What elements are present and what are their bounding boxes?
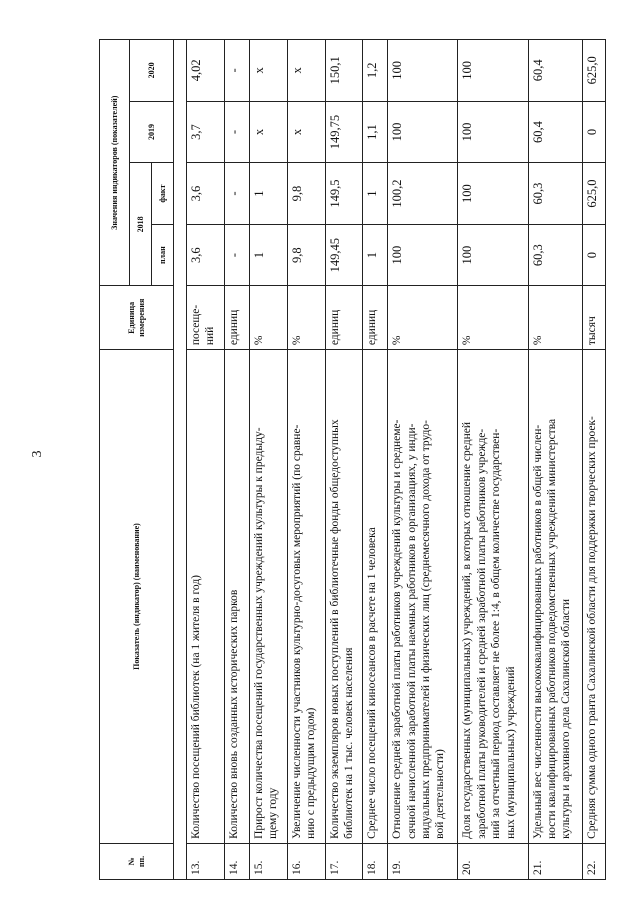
header-unit: Единица измерения [100, 286, 174, 350]
value-2020: 1,2 [363, 40, 388, 102]
value-2018-plan: 1 [363, 224, 388, 286]
row-number: 20. [458, 843, 528, 879]
value-2019: х [249, 101, 287, 163]
unit-of-measure: % [458, 286, 528, 350]
table-row [325, 40, 363, 880]
table-row [187, 40, 225, 880]
table-row [582, 40, 605, 880]
value-2018-plan: 0 [582, 224, 605, 286]
table-row [287, 40, 325, 880]
unit-of-measure: % [287, 286, 325, 350]
unit-of-measure: единиц [325, 286, 363, 350]
unit-of-measure: % [528, 286, 582, 350]
header-fact: факт [152, 163, 174, 225]
row-number: 16. [287, 843, 325, 879]
value-2018-fact: 3,6 [187, 163, 225, 225]
header-year-2018: 2018 [130, 163, 152, 286]
indicator-name: Средняя сумма одного гранта Сахалинской области для поддержки творческих проек- [582, 350, 605, 844]
header-plan: план [152, 224, 174, 286]
row-number: 18. [363, 843, 388, 879]
table-row [458, 40, 528, 880]
value-2019: 60,4 [528, 101, 582, 163]
value-2018-plan: 3,6 [187, 224, 225, 286]
row-number: 22. [582, 843, 605, 879]
value-2019: 149,75 [325, 101, 363, 163]
value-2018-fact: - [224, 163, 249, 225]
value-2019: 100 [388, 101, 458, 163]
table-row [388, 40, 458, 880]
indicator-name: Увеличение численности участников культурно-досуговых мероприятий (по сравне- нию с предыдущим годом) [287, 350, 325, 844]
value-2019: 3,7 [187, 101, 225, 163]
header-year-2020: 2020 [130, 40, 174, 102]
value-2018-fact: 9,8 [287, 163, 325, 225]
value-2018-plan: 9,8 [287, 224, 325, 286]
indicator-name: Среднее число посещений киносеансов в расчете на 1 человека [363, 350, 388, 844]
value-2018-plan: 100 [458, 224, 528, 286]
row-number: 19. [388, 843, 458, 879]
value-2018-plan: 1 [249, 224, 287, 286]
rotated-table-container [99, 39, 606, 880]
value-2020: 100 [388, 40, 458, 102]
value-2020: 150,1 [325, 40, 363, 102]
table-row [363, 40, 388, 880]
value-2018-fact: 60,3 [528, 163, 582, 225]
value-2020: х [249, 40, 287, 102]
row-number: 13. [187, 843, 225, 879]
header-num: № пп. [100, 843, 174, 879]
value-2020: 4,02 [187, 40, 225, 102]
header-values: Значения индикаторов (показателей) [100, 40, 130, 286]
indicator-name: Прирост количества посещений государственных учреждений культуры к предыду- щему году [249, 350, 287, 844]
indicator-name: Количество посещений библиотек (на 1 жителя в год) [187, 350, 225, 844]
row-number: 17. [325, 843, 363, 879]
value-2018-fact: 1 [363, 163, 388, 225]
value-2020: х [287, 40, 325, 102]
row-number: 14. [224, 843, 249, 879]
value-2019: 0 [582, 101, 605, 163]
row-number: 15. [249, 843, 287, 879]
indicator-name: Отношение средней заработной платы работников учреждений культуры и среднеме- сячной начисленной заработной платы наемных работников в организациях, у инди- видуальных предпринимателей и физических лиц (среднемесячного дохода от трудо- вой деятельности) [388, 350, 458, 844]
value-2020: 625,0 [582, 40, 605, 102]
unit-of-measure: посеще- ний [187, 286, 225, 350]
value-2019: - [224, 101, 249, 163]
indicators-table [99, 39, 606, 880]
header-year-2019: 2019 [130, 101, 174, 163]
indicator-name: Доля государственных (муниципальных) учреждений, в которых отношение средней заработной платы руководителей и средней заработной платы работников учрежде- ний за отчетный период составляет не более 1:4, в общем количестве государствен- ных (муниципальных) учреждений [458, 350, 528, 844]
value-2020: 60,4 [528, 40, 582, 102]
unit-of-measure: % [249, 286, 287, 350]
value-2019: 1,1 [363, 101, 388, 163]
row-number: 21. [528, 843, 582, 879]
indicator-name: Удельный вес численности высококвалифицированных работников в общей числен- ности квалифицированных работников подведомственных учреждений министерства культуры и архивного дела Сахалинской области [528, 350, 582, 844]
table-viewport [99, 39, 606, 880]
indicator-name: Количество экземпляров новых поступлений в библиотечные фонды общедоступных библиотек на 1 тыс. человек населения [325, 350, 363, 844]
value-2018-fact: 149,5 [325, 163, 363, 225]
table-row [249, 40, 287, 880]
value-2020: 100 [458, 40, 528, 102]
unit-of-measure: тысяч [582, 286, 605, 350]
value-2018-fact: 100,2 [388, 163, 458, 225]
value-2018-plan: 100 [388, 224, 458, 286]
table-row [224, 40, 249, 880]
unit-of-measure: единиц [224, 286, 249, 350]
table-row [528, 40, 582, 880]
value-2020: - [224, 40, 249, 102]
page-number: 3 [30, 450, 45, 458]
value-2018-plan: 149,45 [325, 224, 363, 286]
value-2019: 100 [458, 101, 528, 163]
value-2018-fact: 625,0 [582, 163, 605, 225]
value-2018-plan: 60,3 [528, 224, 582, 286]
indicator-name: Количество вновь созданных исторических парков [224, 350, 249, 844]
header-name: Показатель (индикатор) (наименование) [100, 350, 174, 844]
value-2018-fact: 1 [249, 163, 287, 225]
unit-of-measure: % [388, 286, 458, 350]
unit-of-measure: единиц [363, 286, 388, 350]
value-2019: х [287, 101, 325, 163]
value-2018-fact: 100 [458, 163, 528, 225]
value-2018-plan: - [224, 224, 249, 286]
